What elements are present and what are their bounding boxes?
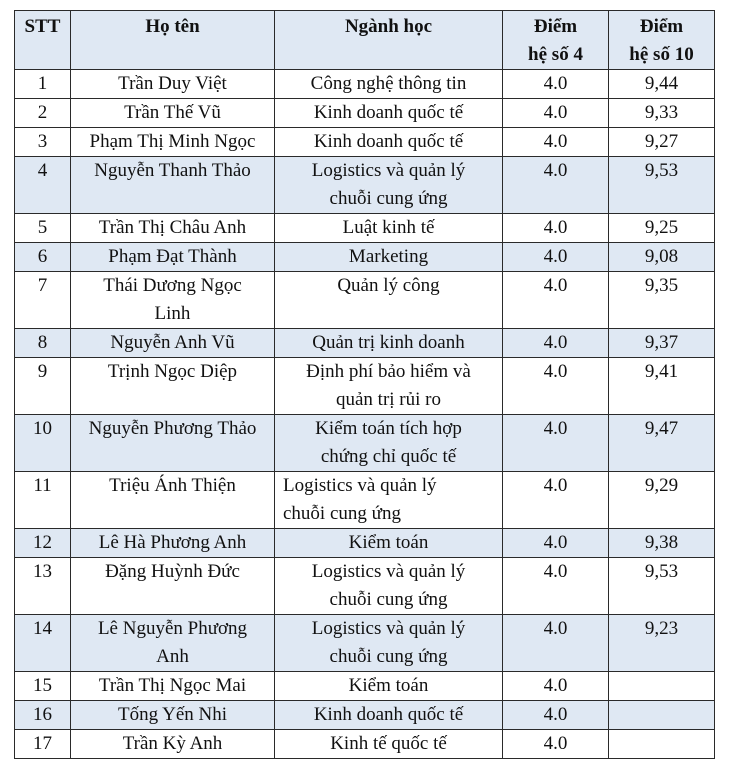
cell-name-line2: Anh <box>156 646 189 667</box>
header-gpa10-line1: Điểm <box>639 16 684 37</box>
cell-gpa10: 9,44 <box>609 70 715 99</box>
table-row <box>15 472 715 529</box>
cell-gpa4: 4.0 <box>503 558 609 615</box>
cell-name: Đặng Huỳnh Đức <box>71 558 275 615</box>
cell-stt: 15 <box>15 672 71 701</box>
cell-name: Lê Hà Phương Anh <box>71 529 275 558</box>
table-row <box>15 730 715 759</box>
cell-gpa4: 4.0 <box>503 128 609 157</box>
cell-major: Kiểm toán <box>275 672 503 701</box>
cell-gpa4: 4.0 <box>503 243 609 272</box>
header-gpa10-line2: hệ số 10 <box>629 44 694 65</box>
cell-stt: 5 <box>15 214 71 243</box>
student-ranking-table <box>14 10 715 759</box>
cell-gpa10: 9,53 <box>609 157 715 214</box>
cell-stt: 10 <box>15 415 71 472</box>
cell-major: Luật kinh tế <box>275 214 503 243</box>
table-row <box>15 70 715 99</box>
cell-gpa4: 4.0 <box>503 701 609 730</box>
cell-gpa10 <box>609 672 715 701</box>
cell-stt: 17 <box>15 730 71 759</box>
cell-gpa10: 9,41 <box>609 358 715 415</box>
cell-stt: 4 <box>15 157 71 214</box>
cell-gpa10: 9,25 <box>609 214 715 243</box>
cell-major-line1: Logistics và quản lý <box>311 160 466 181</box>
cell-gpa4: 4.0 <box>503 99 609 128</box>
cell-gpa4: 4.0 <box>503 329 609 358</box>
cell-major: Kinh tế quốc tế <box>275 730 503 759</box>
cell-name: Tống Yến Nhi <box>71 701 275 730</box>
cell-major: Công nghệ thông tin <box>275 70 503 99</box>
cell-gpa10: 9,29 <box>609 472 715 529</box>
cell-gpa4: 4.0 <box>503 272 609 329</box>
cell-name: Trần Thị Châu Anh <box>71 214 275 243</box>
table-header-row <box>15 11 715 70</box>
header-stt: STT <box>15 11 71 70</box>
cell-name: Phạm Thị Minh Ngọc <box>71 128 275 157</box>
table-row <box>15 329 715 358</box>
table-row <box>15 558 715 615</box>
cell-stt: 11 <box>15 472 71 529</box>
cell-gpa10 <box>609 730 715 759</box>
cell-stt: 13 <box>15 558 71 615</box>
cell-stt: 1 <box>15 70 71 99</box>
cell-name: Phạm Đạt Thành <box>71 243 275 272</box>
cell-gpa4: 4.0 <box>503 615 609 672</box>
cell-name-line1: Thái Dương Ngọc <box>103 275 242 296</box>
cell-major-line1: Định phí bảo hiểm và <box>306 361 471 382</box>
cell-major-line2: chuỗi cung ứng <box>283 503 401 524</box>
cell-gpa10: 9,27 <box>609 128 715 157</box>
cell-gpa10: 9,53 <box>609 558 715 615</box>
table-row <box>15 243 715 272</box>
cell-major <box>275 558 503 615</box>
cell-gpa4: 4.0 <box>503 157 609 214</box>
cell-major: Quản lý công <box>275 272 503 329</box>
header-gpa4 <box>503 11 609 70</box>
cell-name: Trần Thị Ngọc Mai <box>71 672 275 701</box>
cell-major-line1: Logistics và quản lý <box>311 561 466 582</box>
cell-stt: 7 <box>15 272 71 329</box>
cell-major: Kiểm toán <box>275 529 503 558</box>
cell-stt: 8 <box>15 329 71 358</box>
table-row <box>15 529 715 558</box>
cell-gpa10: 9,38 <box>609 529 715 558</box>
cell-gpa4: 4.0 <box>503 415 609 472</box>
cell-name: Nguyễn Anh Vũ <box>71 329 275 358</box>
cell-major <box>275 358 503 415</box>
table-row <box>15 415 715 472</box>
table-row <box>15 99 715 128</box>
cell-stt: 14 <box>15 615 71 672</box>
cell-major <box>275 472 503 529</box>
cell-major-line2: chứng chỉ quốc tế <box>320 446 457 467</box>
header-gpa4-line2: hệ số 4 <box>528 44 583 65</box>
cell-name: Trịnh Ngọc Diệp <box>71 358 275 415</box>
cell-major: Kinh doanh quốc tế <box>275 701 503 730</box>
table-row <box>15 615 715 672</box>
cell-stt: 3 <box>15 128 71 157</box>
cell-major-line1: Kiểm toán tích hợp <box>315 418 462 439</box>
cell-gpa10: 9,35 <box>609 272 715 329</box>
cell-gpa10 <box>609 701 715 730</box>
cell-major-line2: quản trị rủi ro <box>335 389 441 410</box>
cell-major <box>275 157 503 214</box>
table-row <box>15 272 715 329</box>
cell-major <box>275 615 503 672</box>
cell-name: Trần Duy Việt <box>71 70 275 99</box>
cell-major: Marketing <box>275 243 503 272</box>
cell-major-line1: Logistics và quản lý <box>283 475 437 496</box>
cell-gpa10: 9,37 <box>609 329 715 358</box>
cell-gpa4: 4.0 <box>503 214 609 243</box>
cell-major <box>275 415 503 472</box>
cell-major-line1: Logistics và quản lý <box>311 618 466 639</box>
header-major: Ngành học <box>275 11 503 70</box>
ranking-table-container <box>14 10 715 759</box>
cell-name: Nguyễn Phương Thảo <box>71 415 275 472</box>
header-gpa10 <box>609 11 715 70</box>
cell-major: Kinh doanh quốc tế <box>275 99 503 128</box>
table-row <box>15 157 715 214</box>
cell-stt: 12 <box>15 529 71 558</box>
header-gpa4-line1: Điểm <box>533 16 578 37</box>
cell-gpa4: 4.0 <box>503 730 609 759</box>
header-name: Họ tên <box>71 11 275 70</box>
cell-gpa4: 4.0 <box>503 672 609 701</box>
cell-gpa10: 9,08 <box>609 243 715 272</box>
cell-gpa4: 4.0 <box>503 472 609 529</box>
cell-major: Quản trị kinh doanh <box>275 329 503 358</box>
table-row <box>15 701 715 730</box>
cell-name <box>71 272 275 329</box>
cell-name: Trần Thế Vũ <box>71 99 275 128</box>
table-row <box>15 128 715 157</box>
cell-name-line2: Linh <box>154 303 191 324</box>
cell-stt: 9 <box>15 358 71 415</box>
table-row <box>15 672 715 701</box>
cell-stt: 6 <box>15 243 71 272</box>
table-row <box>15 358 715 415</box>
cell-gpa10: 9,23 <box>609 615 715 672</box>
cell-gpa4: 4.0 <box>503 358 609 415</box>
cell-name: Nguyễn Thanh Thảo <box>71 157 275 214</box>
cell-stt: 16 <box>15 701 71 730</box>
cell-major-line2: chuỗi cung ứng <box>329 589 448 610</box>
cell-major-line2: chuỗi cung ứng <box>329 188 448 209</box>
cell-gpa10: 9,47 <box>609 415 715 472</box>
cell-name-line1: Lê Nguyễn Phương <box>97 618 248 639</box>
cell-name <box>71 615 275 672</box>
cell-name: Trần Kỳ Anh <box>71 730 275 759</box>
cell-gpa4: 4.0 <box>503 70 609 99</box>
cell-gpa10: 9,33 <box>609 99 715 128</box>
cell-gpa4: 4.0 <box>503 529 609 558</box>
cell-major-line2: chuỗi cung ứng <box>329 646 448 667</box>
cell-name: Triệu Ánh Thiện <box>71 472 275 529</box>
cell-stt: 2 <box>15 99 71 128</box>
table-row <box>15 214 715 243</box>
cell-major: Kinh doanh quốc tế <box>275 128 503 157</box>
